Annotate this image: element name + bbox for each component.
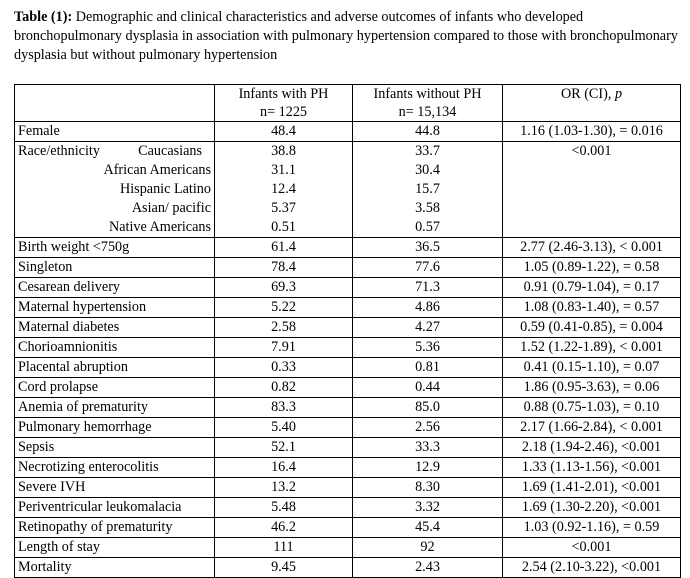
row-label: Chorioamnionitis xyxy=(15,338,215,358)
table-caption xyxy=(14,8,678,65)
noph-value: 8.30 xyxy=(353,478,503,498)
noph-value: 2.56 xyxy=(353,418,503,438)
noph-value: 0.57 xyxy=(353,218,503,238)
table-row xyxy=(15,122,681,142)
header-blank-cell xyxy=(15,85,215,122)
or-value: 1.52 (1.22-1.89), < 0.001 xyxy=(503,338,681,358)
table-row xyxy=(15,180,681,199)
or-value: 0.91 (0.79-1.04), = 0.17 xyxy=(503,278,681,298)
noph-value: 33.3 xyxy=(353,438,503,458)
ph-value: 61.4 xyxy=(215,238,353,258)
table-row xyxy=(15,338,681,358)
noph-value: 33.7 xyxy=(353,142,503,162)
noph-value: 15.7 xyxy=(353,180,503,199)
ph-value: 31.1 xyxy=(215,161,353,180)
table-row xyxy=(15,398,681,418)
noph-value: 85.0 xyxy=(353,398,503,418)
header-ph-label: Infants with PH xyxy=(238,86,329,102)
row-label: Female xyxy=(15,122,215,142)
noph-value: 3.58 xyxy=(353,199,503,218)
ph-value: 7.91 xyxy=(215,338,353,358)
or-value xyxy=(503,199,681,218)
or-value: 1.69 (1.41-2.01), <0.001 xyxy=(503,478,681,498)
table-row xyxy=(15,458,681,478)
table-row xyxy=(15,142,681,162)
or-value: <0.001 xyxy=(503,538,681,558)
row-label: Singleton xyxy=(15,258,215,278)
header-ph xyxy=(215,85,353,122)
ph-value: 38.8 xyxy=(215,142,353,162)
or-value xyxy=(503,161,681,180)
ph-value: 5.37 xyxy=(215,199,353,218)
row-label: African Americans xyxy=(15,161,215,180)
table-row xyxy=(15,318,681,338)
ph-value: 52.1 xyxy=(215,438,353,458)
or-value: <0.001 xyxy=(503,142,681,162)
header-ph-n: n= 1225 xyxy=(259,104,308,120)
ph-value: 0.51 xyxy=(215,218,353,238)
or-value: 1.03 (0.92-1.16), = 0.59 xyxy=(503,518,681,538)
or-value: 1.33 (1.13-1.56), <0.001 xyxy=(503,458,681,478)
race-group-label: Race/ethnicity xyxy=(18,143,100,159)
or-value: 1.69 (1.30-2.20), <0.001 xyxy=(503,498,681,518)
row-label: Asian/ pacific xyxy=(15,199,215,218)
ph-value: 69.3 xyxy=(215,278,353,298)
table-header-row xyxy=(15,85,681,122)
or-value: 2.77 (2.46-3.13), < 0.001 xyxy=(503,238,681,258)
row-label xyxy=(15,142,215,162)
or-value: 2.17 (1.66-2.84), < 0.001 xyxy=(503,418,681,438)
noph-value: 92 xyxy=(353,538,503,558)
row-label: Retinopathy of prematurity xyxy=(15,518,215,538)
table-row xyxy=(15,278,681,298)
table-row xyxy=(15,161,681,180)
row-label: Maternal hypertension xyxy=(15,298,215,318)
header-noph-label: Infants without PH xyxy=(373,86,482,102)
ph-value: 12.4 xyxy=(215,180,353,199)
table-row xyxy=(15,258,681,278)
or-value: 1.16 (1.03-1.30), = 0.016 xyxy=(503,122,681,142)
noph-value: 3.32 xyxy=(353,498,503,518)
caption-label: Table (1): xyxy=(14,9,73,25)
or-value xyxy=(503,180,681,199)
row-label: Anemia of prematurity xyxy=(15,398,215,418)
noph-value: 44.8 xyxy=(353,122,503,142)
results-table xyxy=(14,84,681,578)
noph-value: 36.5 xyxy=(353,238,503,258)
ph-value: 9.45 xyxy=(215,558,353,578)
noph-value: 4.86 xyxy=(353,298,503,318)
table-row xyxy=(15,418,681,438)
row-label: Cord prolapse xyxy=(15,378,215,398)
noph-value: 30.4 xyxy=(353,161,503,180)
table-row xyxy=(15,538,681,558)
table-row xyxy=(15,199,681,218)
ph-value: 5.48 xyxy=(215,498,353,518)
row-label: Placental abruption xyxy=(15,358,215,378)
row-label: Pulmonary hemorrhage xyxy=(15,418,215,438)
header-or xyxy=(503,85,681,122)
ph-value: 111 xyxy=(215,538,353,558)
or-value: 0.59 (0.41-0.85), = 0.004 xyxy=(503,318,681,338)
noph-value: 5.36 xyxy=(353,338,503,358)
table-row xyxy=(15,358,681,378)
row-label: Hispanic Latino xyxy=(15,180,215,199)
header-noph xyxy=(353,85,503,122)
race-sub-label: Caucasians xyxy=(138,143,202,159)
table-row xyxy=(15,498,681,518)
noph-value: 0.81 xyxy=(353,358,503,378)
or-value: 1.05 (0.89-1.22), = 0.58 xyxy=(503,258,681,278)
ph-value: 13.2 xyxy=(215,478,353,498)
or-value: 2.54 (2.10-3.22), <0.001 xyxy=(503,558,681,578)
row-label: Mortality xyxy=(15,558,215,578)
row-label: Birth weight <750g xyxy=(15,238,215,258)
row-label: Periventricular leukomalacia xyxy=(15,498,215,518)
or-value: 1.08 (0.83-1.40), = 0.57 xyxy=(503,298,681,318)
or-value: 2.18 (1.94-2.46), <0.001 xyxy=(503,438,681,458)
ph-value: 83.3 xyxy=(215,398,353,418)
ph-value: 16.4 xyxy=(215,458,353,478)
caption-text: Demographic and clinical characteristics and adverse outcomes of infants who developed bronchopulmonary dysplasia in association with pulmonary hypertension compared to those with bronchopulmonary dysplasia but without pulmonary hypertension xyxy=(14,9,678,63)
row-label: Native Americans xyxy=(15,218,215,238)
row-label: Necrotizing enterocolitis xyxy=(15,458,215,478)
noph-value: 12.9 xyxy=(353,458,503,478)
table-row xyxy=(15,518,681,538)
row-label: Severe IVH xyxy=(15,478,215,498)
or-value xyxy=(503,218,681,238)
header-noph-n: n= 15,134 xyxy=(398,104,457,120)
noph-value: 2.43 xyxy=(353,558,503,578)
ph-value: 2.58 xyxy=(215,318,353,338)
ph-value: 0.33 xyxy=(215,358,353,378)
or-value: 1.86 (0.95-3.63), = 0.06 xyxy=(503,378,681,398)
ph-value: 5.22 xyxy=(215,298,353,318)
ph-value: 0.82 xyxy=(215,378,353,398)
noph-value: 71.3 xyxy=(353,278,503,298)
table-row xyxy=(15,218,681,238)
noph-value: 4.27 xyxy=(353,318,503,338)
or-value: 0.88 (0.75-1.03), = 0.10 xyxy=(503,398,681,418)
table-row xyxy=(15,478,681,498)
row-label: Cesarean delivery xyxy=(15,278,215,298)
table-row xyxy=(15,438,681,458)
ph-value: 5.40 xyxy=(215,418,353,438)
ph-value: 48.4 xyxy=(215,122,353,142)
noph-value: 0.44 xyxy=(353,378,503,398)
table-row xyxy=(15,298,681,318)
table-row xyxy=(15,238,681,258)
ph-value: 78.4 xyxy=(215,258,353,278)
table-row xyxy=(15,558,681,578)
noph-value: 45.4 xyxy=(353,518,503,538)
row-label: Sepsis xyxy=(15,438,215,458)
ph-value: 46.2 xyxy=(215,518,353,538)
row-label: Maternal diabetes xyxy=(15,318,215,338)
noph-value: 77.6 xyxy=(353,258,503,278)
table-row xyxy=(15,378,681,398)
row-label: Length of stay xyxy=(15,538,215,558)
header-or-label: OR (CI), p xyxy=(560,86,623,102)
or-value: 0.41 (0.15-1.10), = 0.07 xyxy=(503,358,681,378)
